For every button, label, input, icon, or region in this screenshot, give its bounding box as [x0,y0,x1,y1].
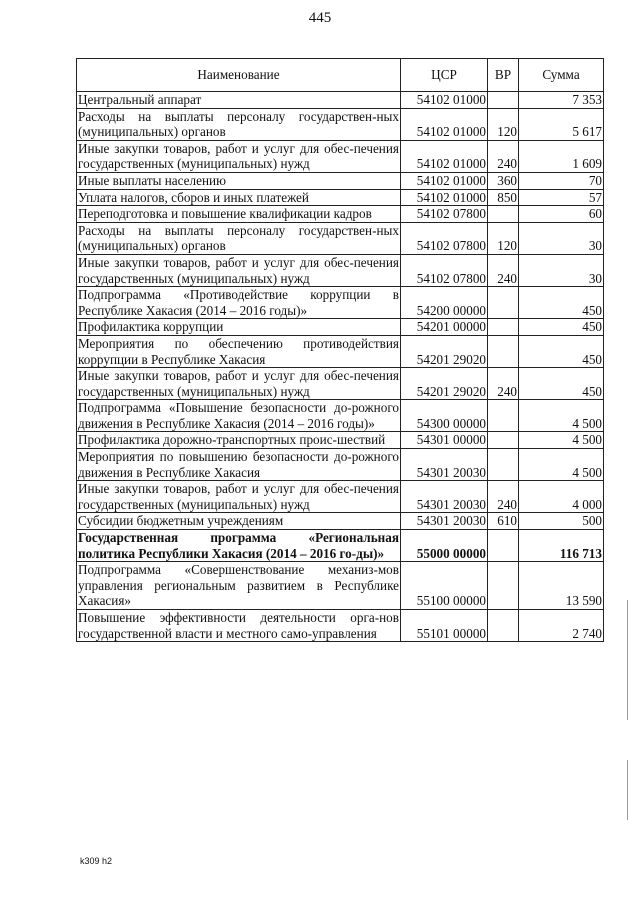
table-row [77,432,604,449]
cell-vr: 360 [488,172,519,189]
cell-csr: 54301 00000 [401,432,488,449]
cell-sum: 13 590 [519,562,604,610]
cell-csr: 55000 00000 [401,530,488,562]
cell-csr: 54102 01000 [401,92,488,109]
cell-name: Иные выплаты населению [77,172,401,189]
cell-sum: 4 500 [519,449,604,481]
cell-vr [488,449,519,481]
table-row [77,319,604,336]
cell-name: Переподготовка и повышение квалификации кадров [77,206,401,223]
cell-sum: 5 617 [519,108,604,140]
table-row [77,92,604,109]
cell-vr: 240 [488,481,519,513]
header-name: Наименование [77,59,401,92]
header-sum: Сумма [519,59,604,92]
cell-csr: 54200 00000 [401,287,488,319]
cell-name: Подпрограмма «Противодействие коррупции в Республике Хакасия (2014 – 2016 годы)» [78,287,399,318]
table-row [77,400,604,432]
cell-name: Повышение эффективности деятельности орга-нов государственной власти и местного само-управления [78,610,399,641]
cell-name: Подпрограмма «Совершенствование механиз-мов управления региональным развитием в Республике Хакасия» [78,562,399,609]
table-row [77,530,604,562]
header-vr: ВР [488,59,519,92]
table-row [77,562,604,610]
table-body [77,92,604,642]
cell-sum: 57 [519,189,604,206]
cell-csr: 54102 01000 [401,172,488,189]
table-row [77,189,604,206]
cell-name: Профилактика дорожно-транспортных проис-шествий [77,432,401,449]
cell-name: Профилактика коррупции [77,319,401,336]
cell-sum: 30 [519,254,604,286]
cell-name: Иные закупки товаров, работ и услуг для обес-печения государственных (муниципальных) нужд [78,254,399,286]
cell-vr: 610 [488,513,519,530]
cell-vr: 240 [488,254,519,286]
cell-sum: 450 [519,368,604,400]
cell-name: Подпрограмма «Повышение безопасности до-рожного движения в Республике Хакасия (2014 – 2016 годы)» [78,400,399,431]
cell-name: Центральный аппарат [77,92,401,109]
table-row [77,335,604,367]
cell-csr: 54301 20030 [401,513,488,530]
cell-name: Мероприятия по повышению безопасности до-рожного движения в Республике Хакасия [78,449,399,480]
cell-vr [488,319,519,336]
cell-sum: 4 500 [519,400,604,432]
cell-csr: 54102 07800 [401,206,488,223]
cell-vr [488,562,519,610]
cell-vr [488,335,519,367]
cell-csr: 54201 00000 [401,319,488,336]
table-row [77,222,604,254]
cell-csr: 54301 20030 [401,481,488,513]
cell-vr: 120 [488,222,519,254]
cell-vr [488,610,519,642]
cell-sum: 70 [519,172,604,189]
cell-vr: 240 [488,140,519,172]
cell-sum: 4 000 [519,481,604,513]
cell-vr: 120 [488,108,519,140]
footer-code: k309 h2 [80,856,113,866]
table-header-row [77,59,604,92]
cell-vr [488,287,519,319]
cell-csr: 54201 29020 [401,335,488,367]
cell-sum: 116 713 [519,530,604,562]
cell-name: Расходы на выплаты персоналу государствен-ных (муниципальных) органов [78,108,399,140]
cell-name: Иные закупки товаров, работ и услуг для обес-печения государственных (муниципальных) нужд [78,368,399,399]
cell-name: Мероприятия по обеспечению противодействия коррупции в Республике Хакасия [78,335,399,367]
cell-csr: 55100 00000 [401,562,488,610]
budget-table [76,58,604,642]
cell-sum: 7 353 [519,92,604,109]
cell-csr: 54102 01000 [401,108,488,140]
table-row [77,108,604,140]
cell-sum: 60 [519,206,604,223]
cell-name: Государственная программа «Региональная политика Республики Хакасия (2014 – 2016 го-ды)» [78,530,399,561]
cell-name: Иные закупки товаров, работ и услуг для обес-печения государственных (муниципальных) нужд [78,140,399,172]
table-row [77,172,604,189]
table-row [77,206,604,223]
page-number: 445 [308,10,332,26]
table-row [77,140,604,172]
table-row [77,287,604,319]
cell-csr: 55101 00000 [401,610,488,642]
cell-csr: 54300 00000 [401,400,488,432]
cell-sum: 2 740 [519,610,604,642]
cell-sum: 450 [519,319,604,336]
cell-vr [488,206,519,223]
table-row [77,513,604,530]
cell-csr: 54201 29020 [401,368,488,400]
table-row [77,610,604,642]
table-row [77,449,604,481]
cell-sum: 1 609 [519,140,604,172]
table-row [77,481,604,513]
cell-vr [488,432,519,449]
cell-csr: 54102 07800 [401,222,488,254]
cell-name: Иные закупки товаров, работ и услуг для обес-печения государственных (муниципальных) нужд [78,481,399,512]
scan-edge-mark [627,760,628,820]
cell-sum: 500 [519,513,604,530]
header-csr: ЦСР [401,59,488,92]
cell-csr: 54102 01000 [401,189,488,206]
table-row [77,254,604,286]
cell-vr: 240 [488,368,519,400]
cell-vr [488,530,519,562]
cell-name: Уплата налогов, сборов и иных платежей [77,189,401,206]
cell-csr: 54102 01000 [401,140,488,172]
scan-edge-mark [627,600,628,720]
cell-vr: 850 [488,189,519,206]
cell-vr [488,400,519,432]
cell-csr: 54301 20030 [401,449,488,481]
cell-csr: 54102 07800 [401,254,488,286]
table-row [77,368,604,400]
cell-sum: 30 [519,222,604,254]
cell-name: Субсидии бюджетным учреждениям [77,513,401,530]
cell-name: Расходы на выплаты персоналу государствен-ных (муниципальных) органов [78,222,399,254]
cell-sum: 450 [519,287,604,319]
cell-sum: 450 [519,335,604,367]
cell-sum: 4 500 [519,432,604,449]
cell-vr [488,92,519,109]
